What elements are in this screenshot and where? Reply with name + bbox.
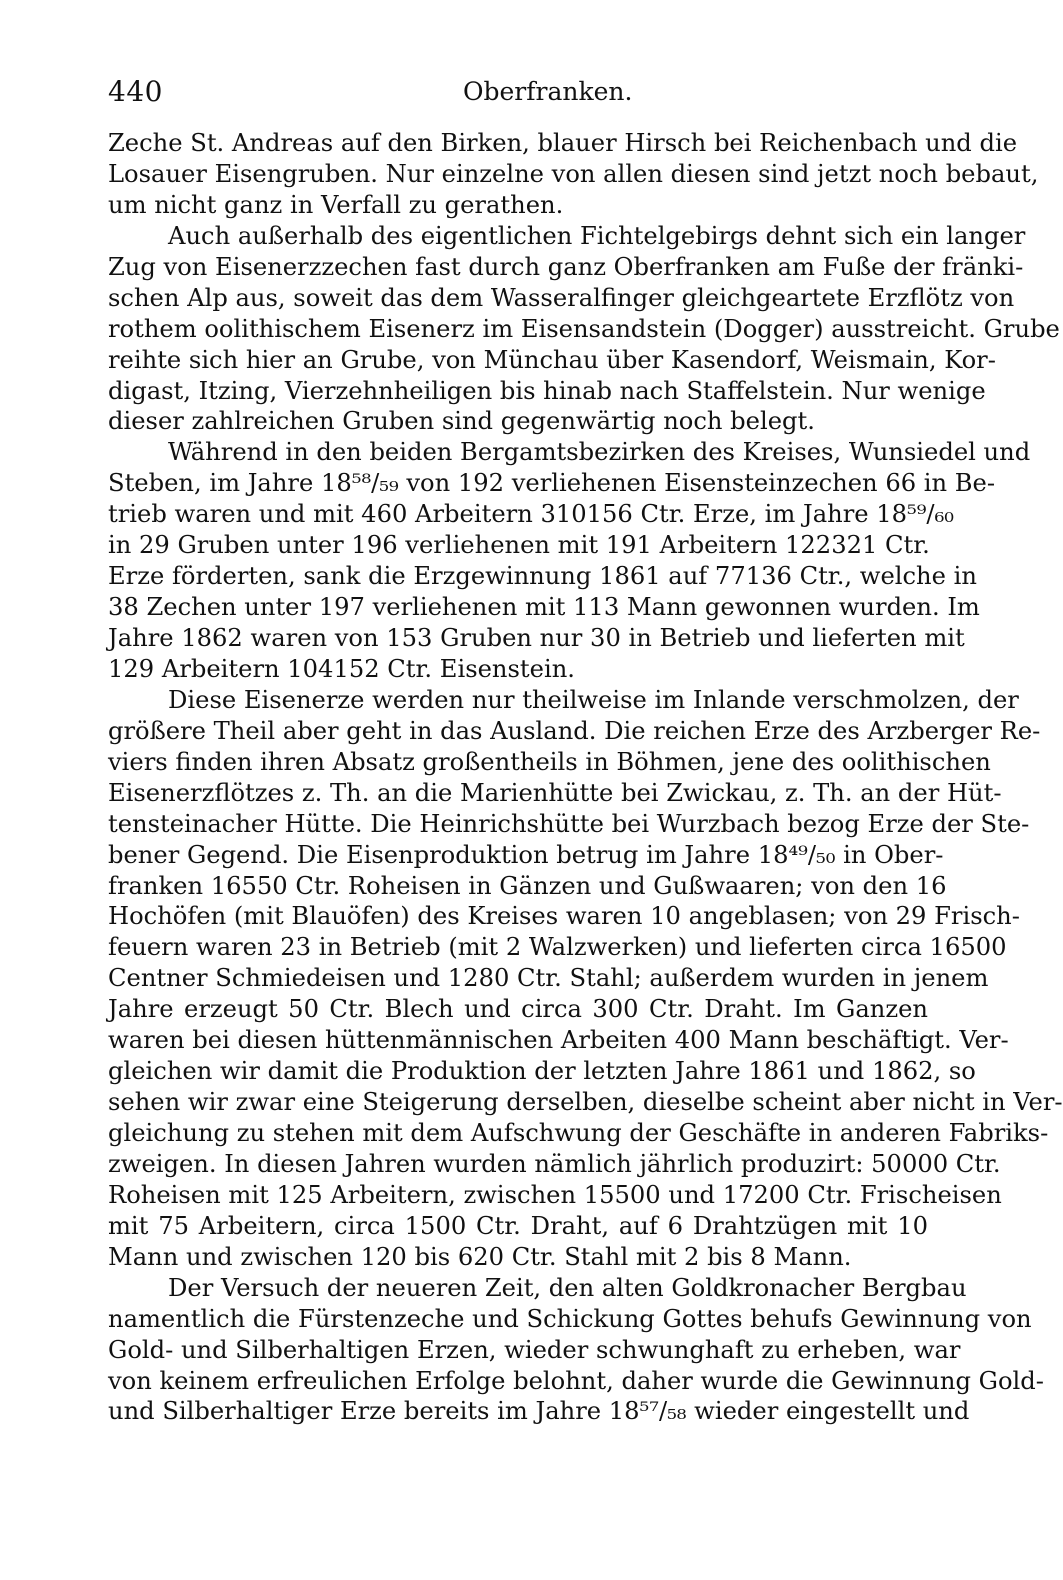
text-line: Eisenerzflötzes z. Th. an die Marienhütte bei Zwickau, z. Th. an der Hüt- [108,778,1002,807]
text-line: 129 Arbeitern 104152 Ctr. Eisenstein. [108,654,575,683]
text-line: um nicht ganz in Verfall zu gerathen. [108,190,564,219]
text-line: und Silberhaltiger Erze bereits im Jahre 18⁵⁷/₅₈ wieder eingestellt und [108,1397,970,1426]
text-line: Jahre 1862 waren von 153 Gruben nur 30 in Betrieb und lieferten mit [108,624,965,652]
text-line: franken 16550 Ctr. Roheisen in Gänzen und Gußwaaren; von den 16 [108,871,947,900]
text-line: waren bei diesen hüttenmännischen Arbeiten 400 Mann beschäftigt. Ver- [108,1026,1009,1055]
text-line: Losauer Eisengruben. Nur einzelne von allen diesen sind jetzt noch bebaut, [108,159,1039,188]
text-line: Auch außerhalb des eigentlichen Fichtelgebirgs dehnt sich ein langer [168,221,1026,250]
text-line: Gold- und Silberhaltigen Erzen, wieder schwunghaft zu erheben, war [108,1335,961,1364]
text-line: digast, Itzing, Vierzehnheiligen bis hinab nach Staffelstein. Nur wenige [108,376,986,405]
text-line: Während in den beiden Bergamtsbezirken des Kreises, Wunsiedel und [168,438,1031,467]
text-line: gleichen wir damit die Produktion der letzten Jahre 1861 und 1862, so [108,1057,976,1086]
text-line: viers finden ihren Absatz großentheils in Böhmen, jene des oolithischen [108,747,991,776]
page-header [108,72,928,112]
text-line: 38 Zechen unter 197 verliehenen mit 113 Mann gewonnen wurden. Im [108,593,980,622]
running-title: Oberfranken. [463,77,633,106]
text-line: Der Versuch der neueren Zeit, den alten Goldkronacher Bergbau [168,1273,967,1302]
page-number: 440 [108,75,163,108]
text-line: trieb waren und mit 460 Arbeitern 310156 Ctr. Erze, im Jahre 18⁵⁹/₆₀ [108,500,954,529]
text-line: Jahre erzeugt 50 Ctr. Blech und circa 300 Ctr. Draht. Im Ganzen [108,995,928,1024]
text-line: Hochöfen (mit Blauöfen) des Kreises waren 10 angeblasen; von 29 Frisch- [108,902,1020,931]
text-line: mit 75 Arbeitern, circa 1500 Ctr. Draht, auf 6 Drahtzügen mit 10 [108,1211,928,1240]
text-line: dieser zahlreichen Gruben sind gegenwärtig noch belegt. [108,407,815,436]
text-line: Zug von Eisenerzzechen fast durch ganz Oberfranken am Fuße der fränki- [108,252,1024,281]
text-line: zweigen. In diesen Jahren wurden nämlich jährlich produzirt: 50000 Ctr. [108,1149,1001,1178]
text-line: reihte sich hier an Grube, von Münchau über Kasendorf, Weismain, Kor- [108,345,996,374]
text-line: schen Alp aus, soweit das dem Wasseralfinger gleichgeartete Erzflötz von [108,283,1015,312]
text-line: von keinem erfreulichen Erfolge belohnt, daher wurde die Gewinnung Gold- [108,1366,1044,1395]
text-line: feuern waren 23 in Betrieb (mit 2 Walzwerken) und lieferten circa 16500 [108,933,1007,962]
text-line: rothem oolithischem Eisenerz im Eisensandstein (Dogger) ausstreicht. Grube [108,314,1060,343]
text-line: in 29 Gruben unter 196 verliehenen mit 191 Arbeitern 122321 Ctr. [108,531,930,560]
text-line: bener Gegend. Die Eisenproduktion betrug im Jahre 18⁴⁹/₅₀ in Ober- [108,840,944,869]
text-line: Diese Eisenerze werden nur theilweise im Inlande verschmolzen, der [168,685,1019,714]
text-line: gleichung zu stehen mit dem Aufschwung der Geschäfte in anderen Fabriks- [108,1119,1049,1147]
text-line: Mann und zwischen 120 bis 620 Ctr. Stahl mit 2 bis 8 Mann. [108,1242,852,1271]
text-line: tensteinacher Hütte. Die Heinrichshütte bei Wurzbach bezog Erze der Ste- [108,809,1030,838]
text-line: Zeche St. Andreas auf den Birken, blauer Hirsch bei Reichenbach und die [108,129,1018,157]
body-text [108,128,1063,1427]
text-line: Erze förderten, sank die Erzgewinnung 1861 auf 77136 Ctr., welche in [108,562,977,591]
text-line: größere Theil aber geht in das Ausland. Die reichen Erze des Arzberger Re- [108,716,1041,745]
text-line: Roheisen mit 125 Arbeitern, zwischen 15500 und 17200 Ctr. Frischeisen [108,1180,1002,1209]
text-line: sehen wir zwar eine Steigerung derselben, dieselbe scheint aber nicht in Ver- [108,1088,1063,1117]
text-line: Steben, im Jahre 18⁵⁸/₅₉ von 192 verliehenen Eisensteinzechen 66 in Be- [108,469,996,498]
text-line: Centner Schmiedeisen und 1280 Ctr. Stahl; außerdem wurden in jenem [108,964,989,993]
text-line: namentlich die Fürstenzeche und Schickung Gottes behufs Gewinnung von [108,1304,1032,1333]
